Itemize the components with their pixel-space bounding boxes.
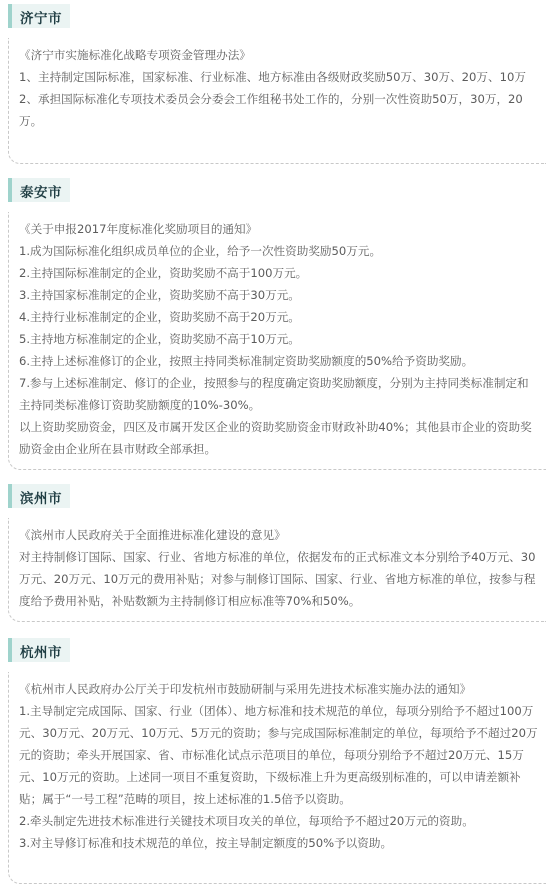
policy-item: 1、主持制定国际标准，国家标准、行业标准、地方标准由各级财政奖励50万、30万、20万、10万 [19,70,526,84]
section-body [8,38,546,164]
document-title: 《杭州市人民政府办公厅关于印发杭州市鼓励研制与采用先进技术标准实施办法的通知》 [19,682,472,696]
section-body [8,672,546,884]
document-title: 《滨州市人民政府关于全面推进标准化建设的意见》 [19,528,286,542]
section-hangzhou [8,638,546,884]
section-header [8,4,546,30]
section-header [8,484,546,510]
section-title: 泰安市 [20,185,62,201]
policy-item: 对主持制修订国际、国家、行业、省地方标准的单位，依据发布的正式标准文本分别给予40万元、30万元、20万元、10万元的费用补贴；对参与制修订国际、国家、行业、省地方标准的单位，按参与程度给予费用补贴，补贴数额为主持制修订相应标准等70%和50%。 [19,550,536,608]
funding-note: 以上资助奖励资金，四区及市属开发区企业的资助奖励资金市财政补助40%；其他县市企业的资助奖励资金由企业所在县市财政全部承担。 [19,420,532,456]
section-title: 杭州市 [20,645,62,661]
section-header [8,178,546,204]
section-header [8,638,546,664]
document-title: 《济宁市实施标准化战略专项资金管理办法》 [19,48,251,62]
policy-item: 2.牵头制定先进技术标准进行关键技术项目攻关的单位，每项给予不超过20万元的资助。 [19,814,474,828]
policy-item: 1.主导制定完成国际、国家、行业（团体）、地方标准和技术规范的单位，每项分别给予不超过100万元、30万元、20万元、10万元、5万元的资助；参与完成国际标准制定的单位，每项给予不超过20万元的资助；牵头开展国家、省、市标准化试点示范项目的单位，每项分别给予不超过20万元、15万元、10万元的资助。上述同一项目不重复资助，下级标准上升为更高级别标准的，可以申请差额补贴；属于“一号工程”范畴的项目，按上述标准的1.5倍予以资助。 [19,704,538,806]
section-title: 滨州市 [20,491,62,507]
document-title: 《关于申报2017年度标准化奖励项目的通知》 [19,222,258,236]
policy-item: 2.主持国际标准制定的企业，资助奖励不高于100万元。 [19,266,308,280]
section-jining [8,4,546,164]
policy-item: 6.主持上述标准修订的企业，按照主持同类标准制定资助奖励额度的50%给予资助奖励。 [19,354,474,368]
policy-item: 3.主持国家标准制定的企业，资助奖励不高于30万元。 [19,288,300,302]
section-title: 济宁市 [20,11,62,27]
policy-item: 7.参与上述标准制定、修订的企业，按照参与的程度确定资助奖励额度，分别为主持同类标准制定和主持同类标准修订资助奖励额度的10%-30%。 [19,376,529,412]
section-body [8,518,546,622]
section-taian [8,178,546,470]
policy-item: 3.对主导修订标准和技术规范的单位，按主导制定额度的50%予以资助。 [19,836,393,850]
section-binzhou [8,484,546,622]
policy-item: 5.主持地方标准制定的企业，资助奖励不高于10万元。 [19,332,300,346]
policy-item: 4.主持行业标准制定的企业，资助奖励不高于20万元。 [19,310,300,324]
section-body [8,212,546,470]
policy-item: 2、承担国际标准化专项技术委员会分委会工作组秘书处工作的，分别一次性资助50万，30万，20万。 [19,92,523,128]
policy-item: 1.成为国际标准化组织成员单位的企业，给予一次性资助奖励50万元。 [19,244,382,258]
